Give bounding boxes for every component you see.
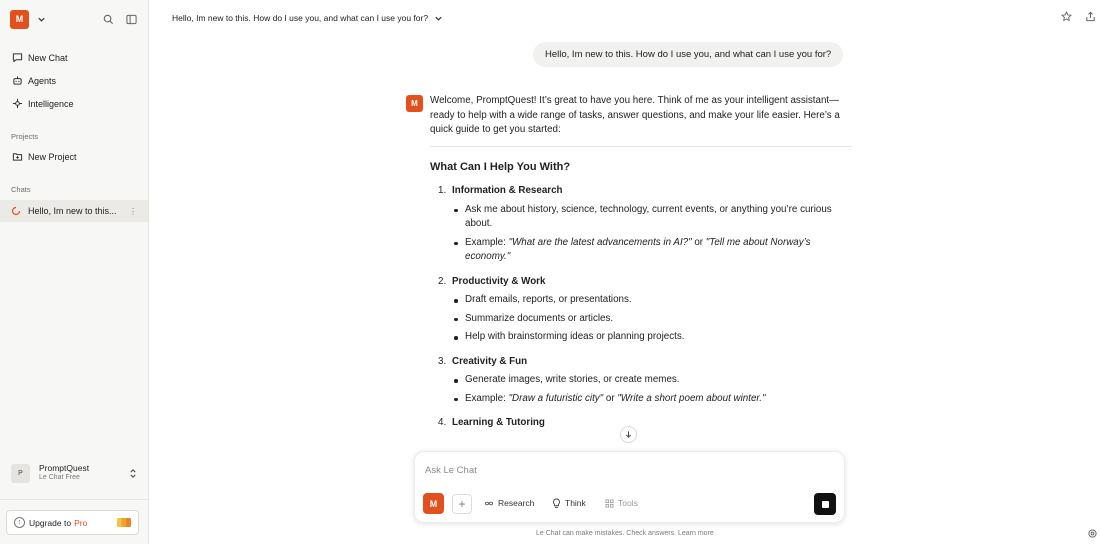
- sidebar-header: [0, 0, 148, 38]
- account-info: [39, 464, 128, 482]
- chevron-down-icon[interactable]: [35, 13, 47, 25]
- intelligence-button[interactable]: [0, 92, 148, 115]
- more-options-icon[interactable]: ⋮: [129, 206, 137, 216]
- think-button[interactable]: [551, 498, 586, 508]
- upgrade-pro-label: Pro: [74, 517, 88, 528]
- list-item: [430, 236, 852, 265]
- chevron-updown-icon: [128, 467, 138, 479]
- chevron-down-icon: [433, 13, 443, 23]
- assistant-answer: [430, 94, 852, 435]
- section-number: 3.: [438, 355, 447, 367]
- list-item: Ask me about history, science, technology, current events, or anything you’re curious about.: [430, 203, 852, 232]
- add-attachment-button[interactable]: +: [452, 494, 472, 514]
- robot-icon: [11, 75, 23, 87]
- agents-label: Agents: [28, 75, 57, 86]
- sparkle-icon: [11, 98, 23, 110]
- account-switcher[interactable]: [0, 460, 149, 486]
- agents-button[interactable]: [0, 69, 148, 92]
- example-prefix: Example:: [465, 236, 509, 248]
- user-message: Hello, Im new to this. How do I use you, and what can I use you for?: [533, 42, 843, 67]
- list-item: [430, 392, 852, 407]
- brand-logo[interactable]: M: [10, 10, 29, 29]
- infinity-icon: [484, 498, 494, 508]
- new-project-button[interactable]: [0, 145, 148, 168]
- list-item: Help with brainstorming ideas or planning projects.: [430, 330, 852, 345]
- upgrade-label: Upgrade to: [29, 517, 72, 528]
- chat-item-current[interactable]: [0, 200, 148, 222]
- arrow-up-circle-icon: ↑: [14, 517, 25, 528]
- stop-generation-button[interactable]: [814, 493, 836, 515]
- chat-title: Hello, Im new to this. How do I use you, and what can I use you for?: [172, 13, 429, 23]
- grid-icon: [604, 498, 614, 508]
- section-title: Creativity & Fun: [452, 355, 528, 367]
- research-label: Research: [498, 498, 535, 508]
- upgrade-to-pro-button[interactable]: [6, 510, 139, 535]
- list-item-section: [438, 355, 852, 370]
- section-number: 1.: [438, 185, 447, 196]
- chats-section-label: Chats: [11, 184, 31, 194]
- research-button[interactable]: [484, 498, 534, 508]
- sidebar-divider: [0, 499, 149, 500]
- section-title: Productivity & Work: [452, 275, 546, 287]
- example-connector: or: [603, 392, 618, 404]
- chat-input[interactable]: Ask Le Chat: [425, 465, 477, 476]
- tools-button[interactable]: [604, 498, 638, 508]
- answer-intro: Welcome, PromptQuest! It’s great to have you here. Think of me as your intelligent assistant—ready to help with a wide range of tasks, answer questions, and make your life easier. Here’s a quick guide to get you started:: [430, 94, 852, 147]
- list-item-section: [438, 275, 852, 290]
- answer-heading: What Can I Help You With?: [430, 160, 571, 173]
- scroll-to-bottom-button[interactable]: [620, 426, 637, 443]
- lightbulb-icon: [551, 498, 561, 508]
- think-label: Think: [565, 498, 586, 508]
- assistant-avatar: M: [406, 95, 423, 112]
- chat-title-dropdown[interactable]: [149, 0, 1100, 36]
- list-item: Generate images, write stories, or create memes.: [430, 373, 852, 388]
- arrow-down-icon: [624, 430, 633, 439]
- example-quote: "Draw a futuristic city": [508, 392, 604, 404]
- new-chat-button[interactable]: [0, 46, 148, 69]
- model-selector-button[interactable]: M: [423, 493, 444, 514]
- main-panel: [149, 0, 1100, 544]
- sidebar: [0, 0, 149, 544]
- loading-spinner-icon: [11, 206, 21, 216]
- new-project-label: New Project: [28, 151, 77, 162]
- share-icon[interactable]: [1084, 10, 1096, 22]
- list-item: Summarize documents or articles.: [430, 312, 852, 327]
- section-number: 2.: [438, 275, 447, 287]
- intelligence-label: Intelligence: [28, 98, 74, 109]
- message-composer: [414, 451, 845, 523]
- search-icon[interactable]: [101, 12, 115, 26]
- example-connector: or: [691, 236, 706, 248]
- example-quote: "Tell me about Norway’s economy.": [465, 236, 811, 262]
- stop-icon: [822, 501, 829, 508]
- tools-label: Tools: [618, 498, 638, 508]
- disclaimer-text: Le Chat can make mistakes. Check answers. Learn more: [536, 530, 714, 537]
- account-plan: Le Chat Free: [39, 473, 80, 481]
- section-number: 4.: [438, 417, 447, 428]
- help-icon[interactable]: [1087, 528, 1097, 538]
- list-item-section: [438, 416, 852, 431]
- list-item: Draft emails, reports, or presentations.: [430, 293, 852, 308]
- header-actions: [1060, 10, 1096, 22]
- projects-section-label: Projects: [11, 131, 39, 141]
- section-title: Learning & Tutoring: [452, 417, 545, 428]
- example-quote: "What are the latest advancements in AI?": [508, 236, 692, 248]
- example-prefix: Example:: [465, 392, 509, 404]
- section-title: Information & Research: [452, 185, 563, 196]
- pro-badge-icon: [117, 518, 131, 527]
- list-item-section: [438, 184, 852, 199]
- account-name: PromptQuest: [39, 463, 90, 474]
- chat-item-label: Hello, Im new to this...: [28, 206, 117, 216]
- chat-plus-icon: [11, 52, 23, 64]
- avatar: P: [11, 464, 30, 483]
- example-quote: "Write a short poem about winter.": [617, 392, 766, 404]
- sidebar-toggle-icon[interactable]: [124, 12, 138, 26]
- folder-plus-icon: [11, 151, 23, 163]
- star-icon[interactable]: [1060, 10, 1072, 22]
- new-chat-label: New Chat: [28, 52, 68, 63]
